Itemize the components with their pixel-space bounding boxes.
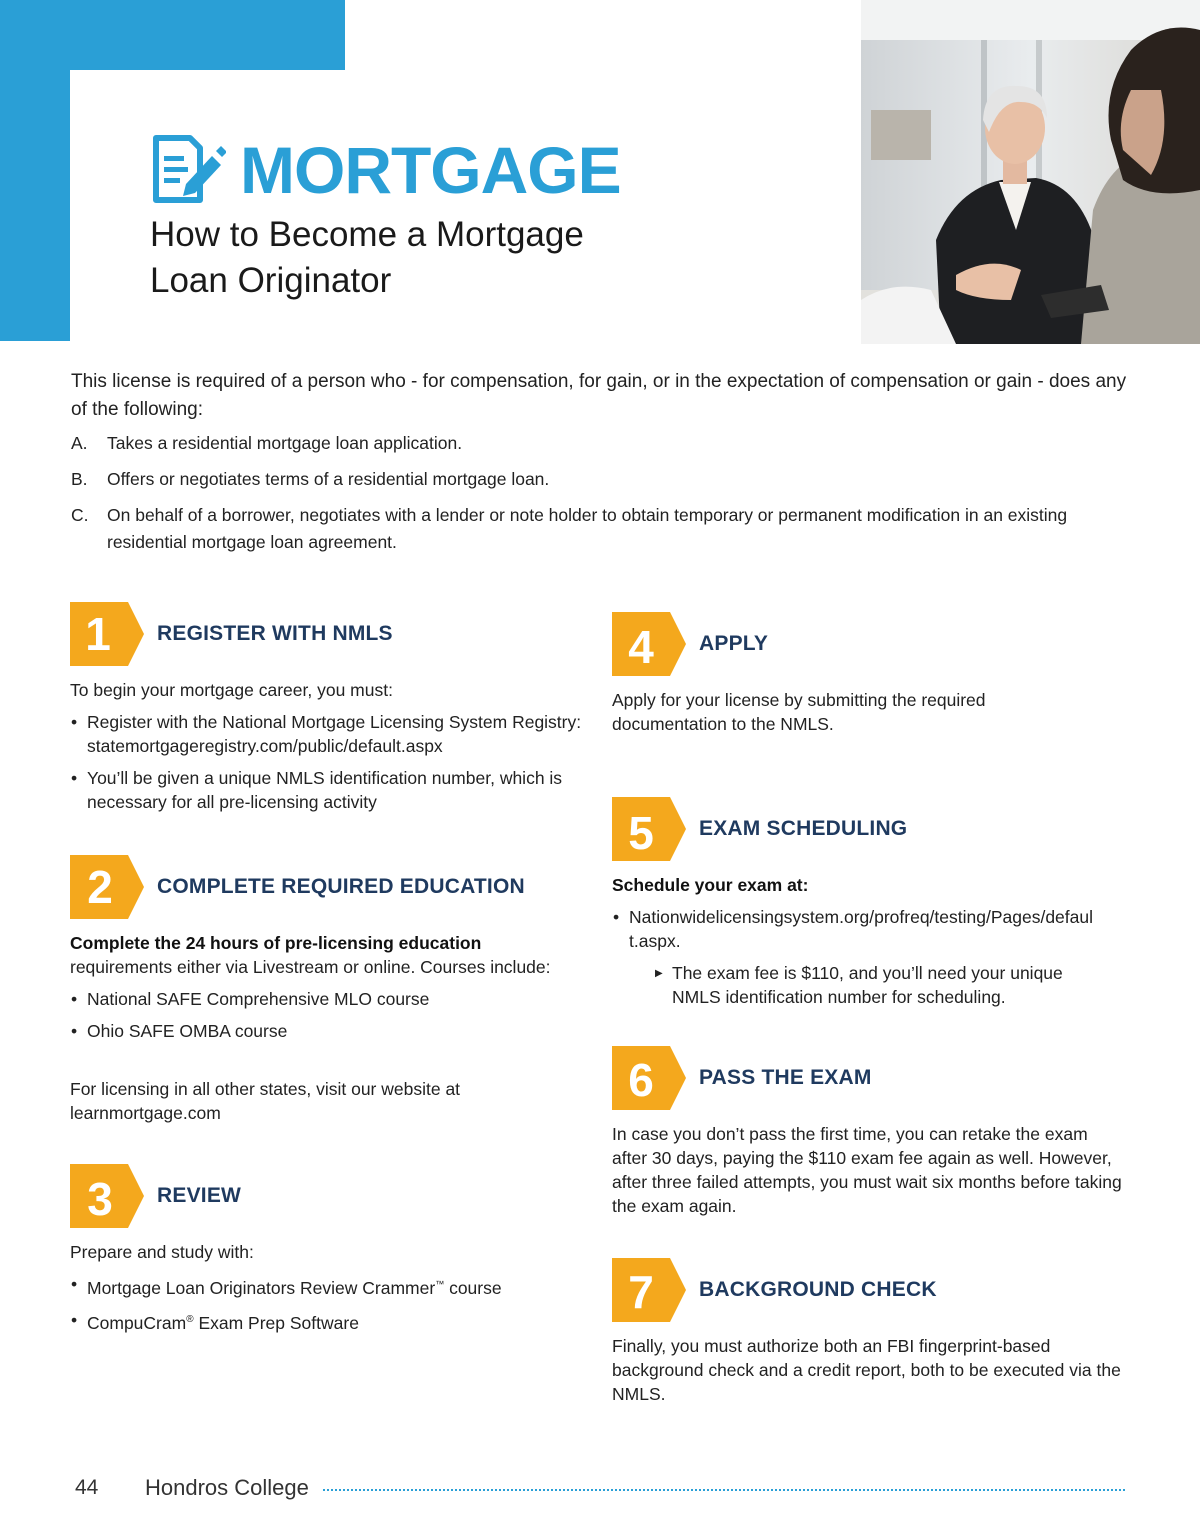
step-badge	[612, 612, 686, 676]
step-body	[70, 678, 585, 814]
step-body	[612, 1334, 1132, 1406]
step-badge	[612, 1258, 686, 1322]
step-apply	[612, 612, 1132, 744]
list-item: • National SAFE Comprehensive MLO course	[70, 987, 585, 1011]
step-text: In case you don’t pass the first time, you can retake the exam after 30 days, paying the $110 exam fee again as well. However, after three failed attempts, you must wait six months before taking the exam again.	[612, 1124, 1122, 1216]
list-item	[71, 430, 1131, 457]
subtitle-line-1: How to Become a Mortgage	[150, 215, 584, 254]
page-footer	[75, 1475, 1125, 1501]
schedule-bullets	[612, 905, 1132, 1009]
step-header	[612, 612, 1132, 676]
step-badge	[612, 797, 686, 861]
course-bullets	[70, 987, 585, 1043]
step-number: 1	[85, 608, 111, 660]
title-block	[150, 134, 710, 304]
study-bullets	[70, 1272, 585, 1335]
accent-bar-top	[0, 0, 345, 70]
document-pen-icon	[150, 134, 226, 206]
college-name: Hondros College	[145, 1475, 309, 1500]
list-item-text: Takes a residential mortgage loan application.	[107, 433, 463, 453]
step-header	[70, 855, 585, 919]
step-note: For licensing in all other states, visit our website at learnmortgage.com	[70, 1079, 461, 1123]
step-text: Finally, you must authorize both an FBI fingerprint-based background check and a credit report, both to be executed via the NMLS.	[612, 1336, 1121, 1404]
step-badge	[612, 1046, 686, 1110]
step-exam-scheduling	[612, 797, 1132, 1017]
registered-mark: ®	[186, 1313, 194, 1325]
step-body	[70, 1240, 585, 1335]
step-background-check	[612, 1258, 1132, 1414]
step-body	[612, 688, 1132, 736]
list-marker: A.	[71, 433, 88, 453]
list-item	[71, 502, 1131, 556]
list-item: • You’ll be given a unique NMLS identification number, which is necessary for all pre-licensing activity	[70, 766, 585, 814]
list-item	[70, 1272, 585, 1300]
step-bullets	[70, 710, 585, 814]
footer-dotted-rule	[323, 1489, 1125, 1491]
brand-title: MORTGAGE	[240, 133, 621, 207]
step-title: EXAM SCHEDULING	[699, 817, 908, 840]
step-title: REVIEW	[157, 1184, 242, 1207]
step-badge	[70, 855, 144, 919]
list-marker: B.	[71, 469, 88, 489]
step-number: 3	[87, 1173, 113, 1225]
product-name: Mortgage Loan Originators Review Crammer	[87, 1277, 436, 1298]
step-body	[612, 873, 1132, 1009]
step-lead	[70, 931, 585, 979]
step-title: PASS THE EXAM	[699, 1066, 872, 1089]
step-number: 4	[628, 621, 654, 673]
list-marker: C.	[71, 505, 89, 525]
brand-row	[150, 134, 710, 206]
step-number: 5	[628, 807, 654, 859]
hero-photo	[861, 0, 1200, 344]
step-education	[70, 855, 585, 1133]
step-review	[70, 1164, 585, 1343]
product-tail: course	[444, 1277, 502, 1298]
step-body	[612, 1122, 1132, 1218]
list-item: • Ohio SAFE OMBA course	[70, 1019, 585, 1043]
sub-bullets	[629, 961, 1097, 1009]
step-number: 6	[628, 1054, 654, 1106]
page-number: 44	[75, 1476, 99, 1499]
step-lead: Schedule your exam at:	[612, 875, 809, 895]
step-register	[70, 602, 585, 822]
step-badge	[70, 602, 144, 666]
list-item	[70, 1308, 585, 1335]
step-text: Apply for your license by submitting the required documentation to the NMLS.	[612, 690, 986, 734]
product-tail: Exam Prep Software	[193, 1312, 359, 1333]
step-header	[612, 797, 1132, 861]
step-title: APPLY	[699, 632, 769, 655]
activity-list	[71, 430, 1131, 556]
intro-text: This license is required of a person who - for compensation, for gain, or in the expectation of compensation or gain - does any of the following:	[71, 371, 1127, 420]
list-item: • Register with the National Mortgage Licensing System Registry: statemortgageregistry.com/public/default.aspx	[70, 710, 585, 758]
step-body	[70, 931, 585, 1125]
step-header	[612, 1258, 1132, 1322]
step-title: BACKGROUND CHECK	[699, 1278, 937, 1301]
step-number: 2	[87, 861, 113, 913]
list-item	[612, 905, 1097, 1009]
step-number: 7	[628, 1266, 654, 1318]
step-lead-bold: Complete the 24 hours of pre-licensing education	[70, 933, 482, 953]
office-meeting-photo	[861, 0, 1200, 344]
step-header	[612, 1046, 1132, 1110]
accent-bar-left	[0, 70, 70, 341]
trademark-mark: ™	[435, 1279, 445, 1289]
step-pass-exam	[612, 1046, 1132, 1226]
step-lead: To begin your mortgage career, you must:	[70, 680, 393, 700]
subtitle-line-2: Loan Originator	[150, 261, 392, 300]
step-header	[70, 1164, 585, 1228]
step-title: REGISTER WITH NMLS	[157, 622, 393, 645]
list-item-text: Offers or negotiates terms of a residential mortgage loan.	[107, 469, 550, 489]
list-item-text: On behalf of a borrower, negotiates with a lender or note holder to obtain temporary or permanent modification in an existing residential mortgage loan agreement.	[107, 505, 1068, 552]
step-lead: Prepare and study with:	[70, 1242, 254, 1262]
list-item	[71, 466, 1131, 493]
step-header	[70, 602, 585, 666]
schedule-url: Nationwidelicensingsystem.org/profreq/testing/Pages/default.aspx.	[629, 907, 1094, 951]
step-badge	[70, 1164, 144, 1228]
step-title: COMPLETE REQUIRED EDUCATION	[157, 875, 525, 898]
product-name: CompuCram	[87, 1312, 187, 1333]
intro-section	[71, 368, 1131, 565]
step-lead-rest: requirements either via Livestream or online. Courses include:	[70, 957, 551, 977]
sub-list-item: ▶ The exam fee is $110, and you’ll need your unique NMLS identification number for scheduling.	[655, 961, 1097, 1009]
page-subtitle	[150, 212, 710, 304]
